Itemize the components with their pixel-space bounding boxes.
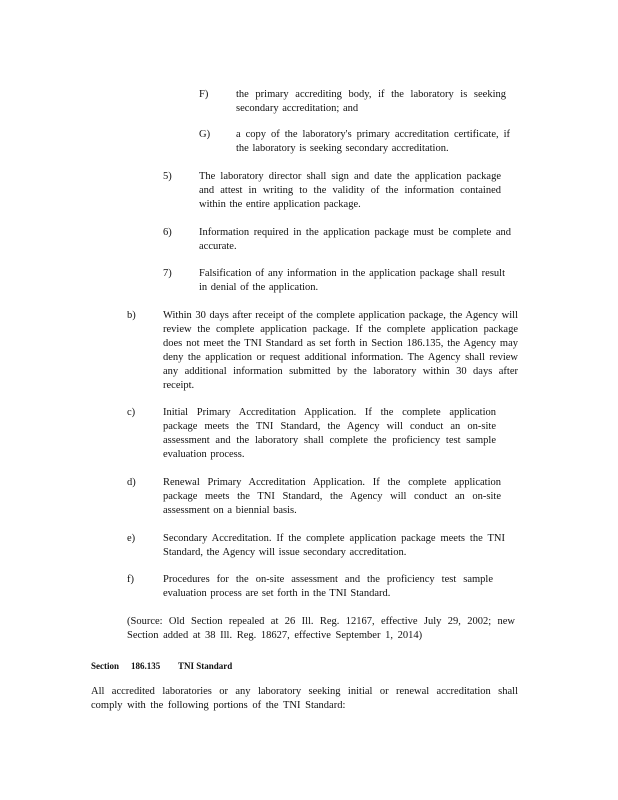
list-item-text: a copy of the laboratory's primary accreditation certificate, if the laboratory is seeking secondary accreditation. bbox=[236, 129, 510, 154]
list-item-text: Initial Primary Accreditation Application. If the complete application package meets the TNI Standard, the Agency will conduct an on-site assessment and the laboratory shall complete the proficiency test sample evaluation process. bbox=[163, 407, 496, 460]
list-item-label: 5) bbox=[163, 171, 172, 182]
body-paragraph: All accredited laboratories or any laboratory seeking initial or renewal accreditation shall comply with the following portions of the TNI Standard: bbox=[91, 686, 518, 711]
list-item-text: The laboratory director shall sign and date the application package and attest in writing to the validity of the information contained within the entire application package. bbox=[199, 171, 501, 210]
list-item-text: Renewal Primary Accreditation Application. If the complete application package meets the TNI Standard, the Agency will conduct an on-site assessment on a biennial basis. bbox=[163, 477, 501, 516]
section-heading-number: 186.135 bbox=[131, 661, 161, 671]
list-item-text: Information required in the application package must be complete and accurate. bbox=[199, 227, 511, 252]
list-item-label: 6) bbox=[163, 227, 172, 238]
list-item-text: Procedures for the on-site assessment and the proficiency test sample evaluation process are set forth in the TNI Standard. bbox=[163, 574, 493, 599]
source-note: (Source: Old Section repealed at 26 Ill. Reg. 12167, effective July 29, 2002; new Section added at 38 Ill. Reg. 18627, effective September 1, 2014) bbox=[127, 616, 515, 641]
list-item-label: G) bbox=[199, 129, 211, 140]
list-item-text: Falsification of any information in the application package shall result in denial of the application. bbox=[199, 268, 505, 293]
list-item-label: d) bbox=[127, 477, 136, 488]
list-item-label: f) bbox=[127, 574, 134, 585]
list-item-label: b) bbox=[127, 310, 136, 321]
section-heading-title: TNI Standard bbox=[178, 661, 233, 671]
list-item-label: 7) bbox=[163, 268, 172, 279]
list-item-label: F) bbox=[199, 89, 209, 100]
list-item-text: Secondary Accreditation. If the complete application package meets the TNI Standard, the Agency will issue secondary accreditation. bbox=[163, 533, 505, 558]
list-item-label: e) bbox=[127, 533, 136, 544]
section-heading bbox=[91, 659, 291, 673]
list-item-label: c) bbox=[127, 407, 136, 418]
section-heading-word: Section bbox=[91, 661, 119, 671]
list-item-text: Within 30 days after receipt of the complete application package, the Agency will review the complete application package. If the complete application package does not meet the TNI Standard as set forth in Section 186.135, the Agency may deny the application or request additional information. The Agency shall review any additional information submitted by the laboratory within 30 days after receipt. bbox=[163, 310, 518, 391]
list-item-text: the primary accrediting body, if the laboratory is seeking secondary accreditation; and bbox=[236, 89, 506, 114]
